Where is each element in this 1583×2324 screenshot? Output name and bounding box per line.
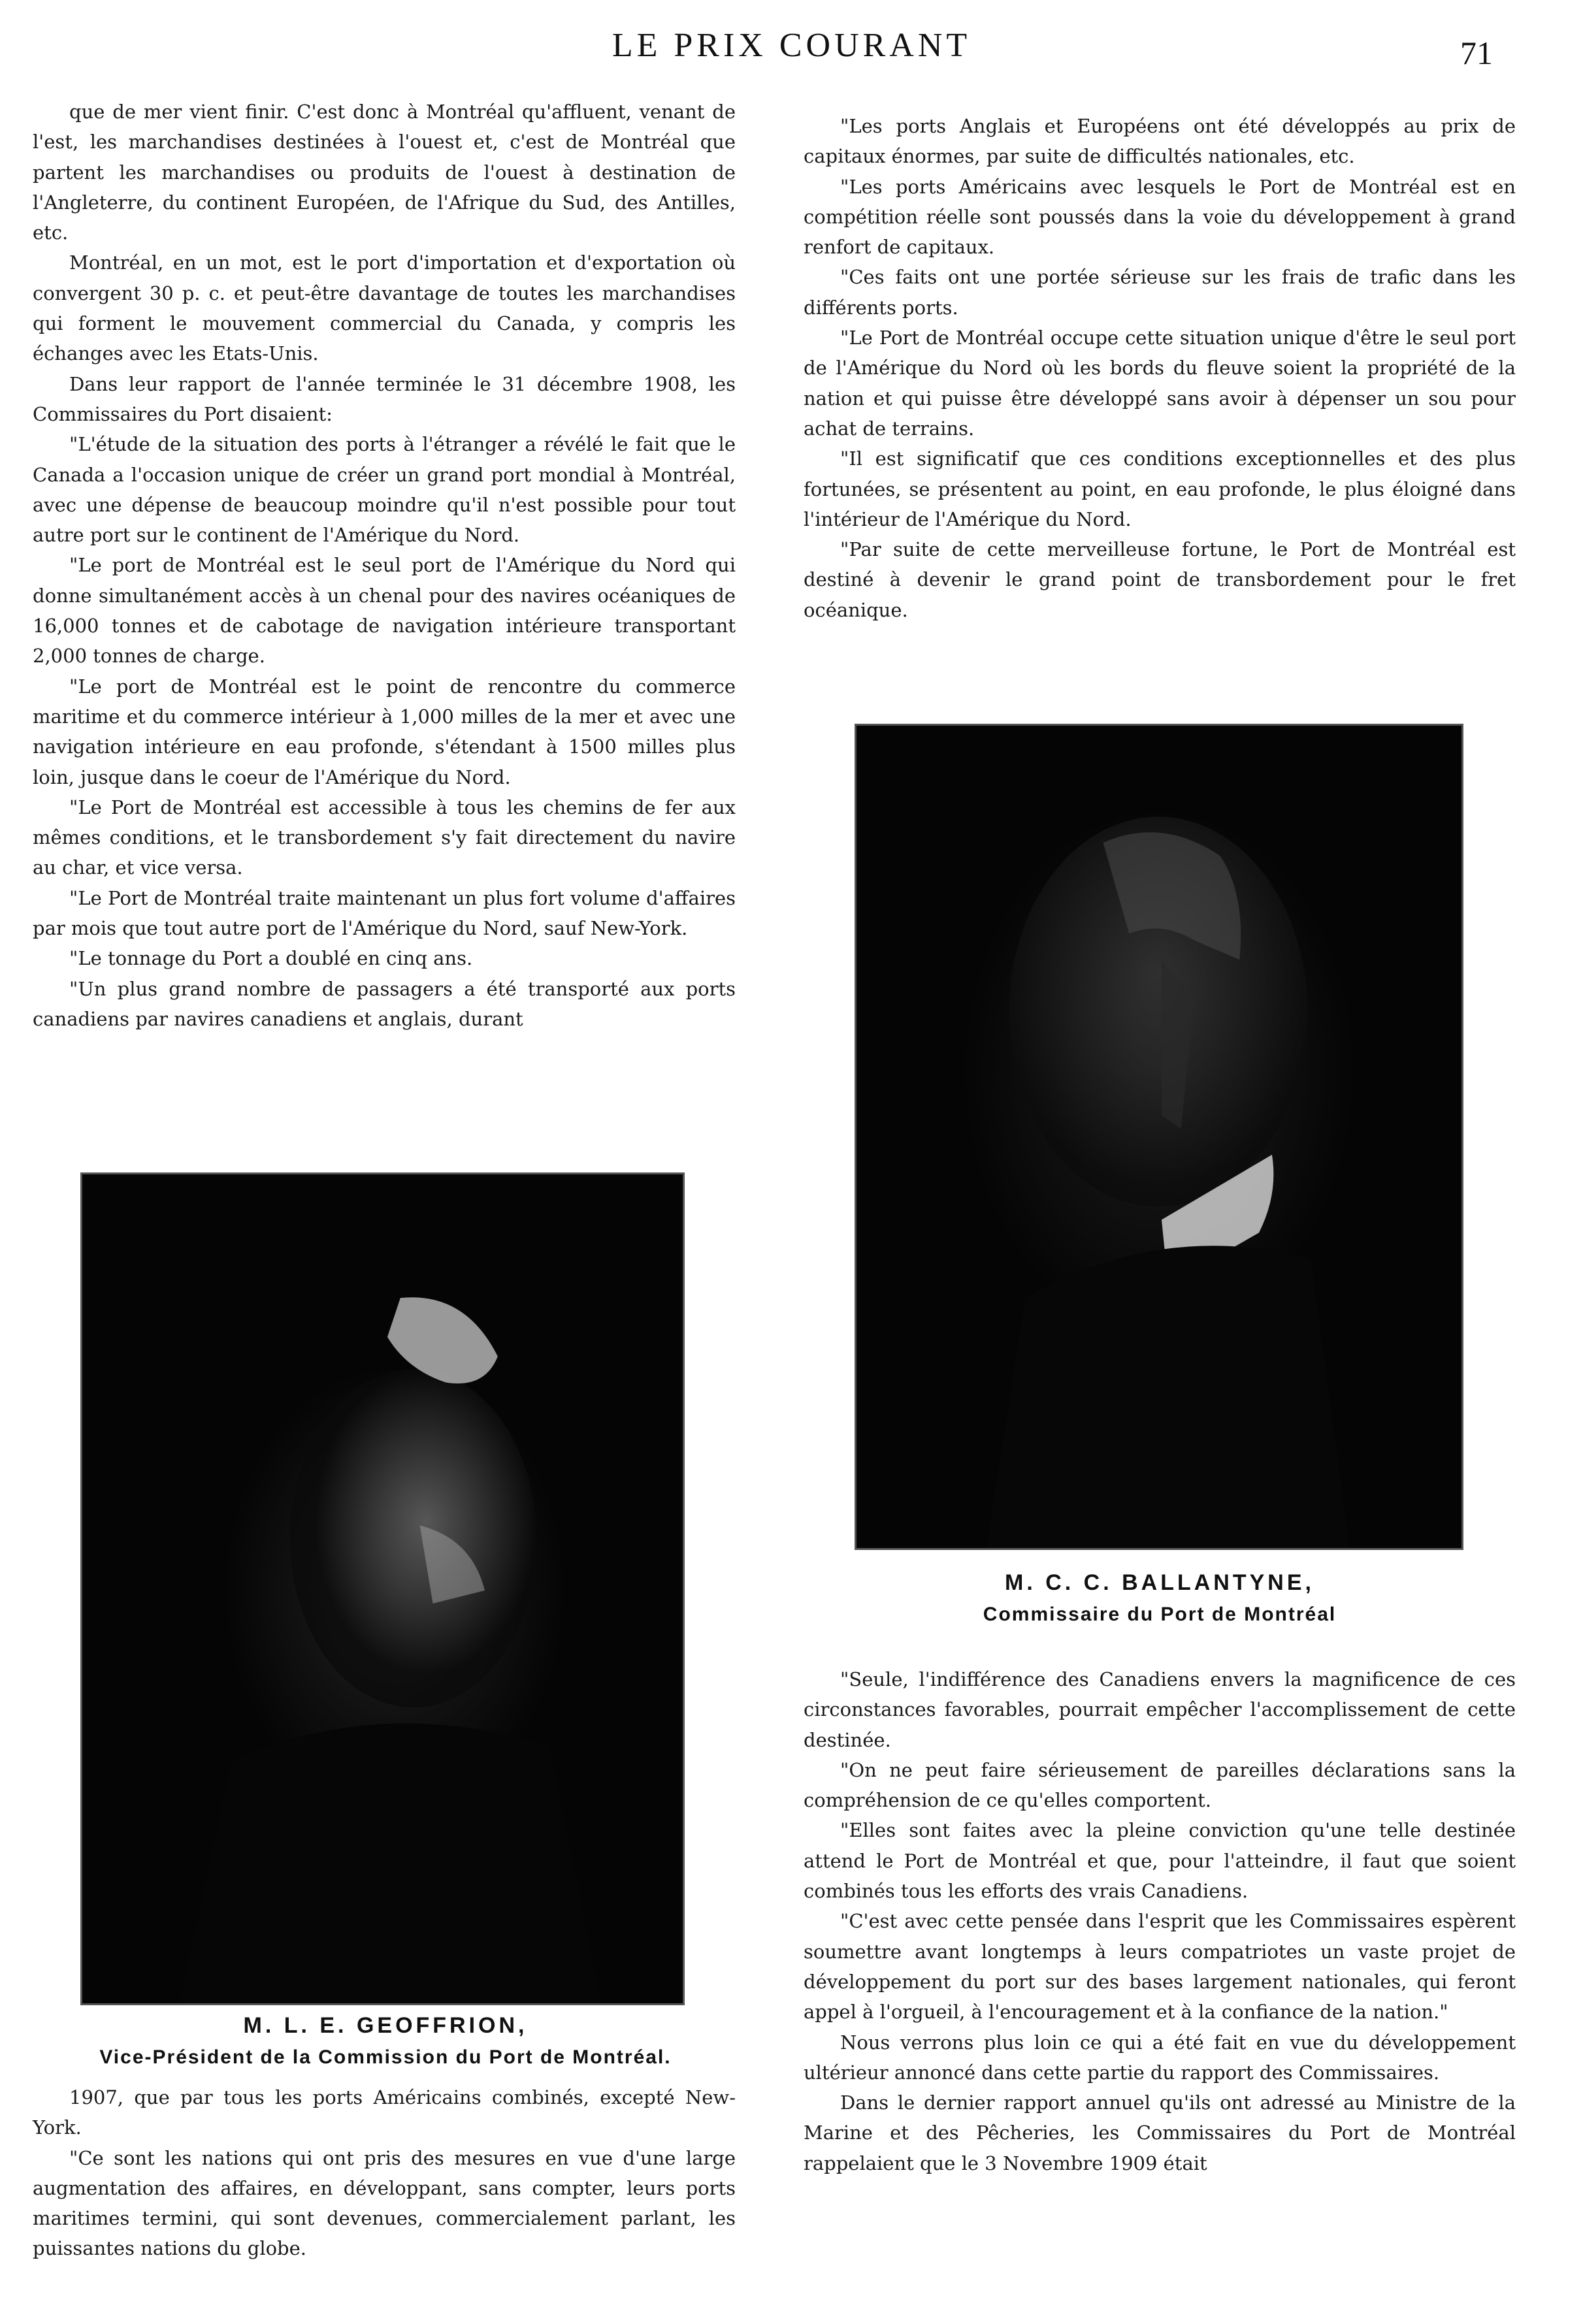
right-column-bottom — [804, 1664, 1516, 2178]
paragraph: "Le Port de Montréal occupe cette situation unique d'être le seul port de l'Amérique du Nord où les bords du fleuve soient la propriété de la nation et qui puisse être développé sans avoir à dépenser un sou pour achat de terrains. — [804, 327, 1516, 440]
paragraph: "Elles sont faites avec la pleine conviction qu'une telle destinée attend le Port de Montréal et que, pour l'atteindre, il faut que soient combinés tous les efforts des vrais Canadiens. — [804, 1819, 1516, 1903]
portrait-geoffrion-figure — [82, 1174, 683, 2003]
paragraph: "Le Port de Montréal est accessible à tous les chemins de fer aux mêmes conditions, et le transbordement s'y fait directement du navire au char, et vice versa. — [33, 796, 736, 879]
right-column-top — [804, 111, 1516, 625]
paragraph: "Le tonnage du Port a doublé en cinq ans. — [69, 947, 473, 970]
left-column-bottom — [33, 2082, 736, 2264]
paragraph: "Le port de Montréal est le seul port de l'Amérique du Nord qui donne simultanément accès à un chenal pour des navires océaniques de 16,000 tonnes et de cabotage de navigation intérieure transportant 2,000 tonnes de charge. — [33, 554, 736, 668]
paragraph: "Ces faits ont une portée sérieuse sur les frais de trafic dans les différents ports. — [804, 266, 1516, 319]
paragraph: "Le port de Montréal est le point de rencontre du commerce maritime et du commerce intérieur à 1,000 milles de la mer et avec une navigation intérieure en eau profonde, s'étendant à 1500 milles plus loin, jusque dans le coeur de l'Amérique du Nord. — [33, 675, 736, 788]
caption-geoffrion — [39, 2009, 732, 2073]
paragraph: "Un plus grand nombre de passagers a été transporté aux ports canadiens par navires canadiens et anglais, durant — [33, 977, 736, 1030]
paragraph: "On ne peut faire sérieusement de pareilles déclarations sans la compréhension de ce qu'elles comportent. — [804, 1758, 1516, 1812]
paragraph: "Il est significatif que ces conditions exceptionnelles et des plus fortunées, se présentent au point, en eau profonde, le plus éloigné dans l'intérieur de l'Amérique du Nord. — [804, 447, 1516, 530]
portrait-ballantyne — [855, 724, 1463, 1550]
paragraph: "Par suite de cette merveilleuse fortune, le Port de Montréal est destiné à devenir le grand point de transbordement pour le fret océanique. — [804, 538, 1516, 621]
paragraph: "Le Port de Montréal traite maintenant un plus fort volume d'affaires par mois que tout autre port de l'Amérique du Nord, sauf New-York. — [33, 886, 736, 940]
caption-role: Vice-Président de la Commission du Port de Montréal. — [99, 2046, 672, 2068]
page-number: 71 — [1460, 35, 1493, 71]
paragraph: "Les ports Anglais et Européens ont été développés au prix de capitaux énormes, par suite de difficultés nationales, etc. — [804, 115, 1516, 168]
caption-name: M. C. C. BALLANTYNE, — [1005, 1570, 1314, 1595]
paragraph: "Seule, l'indifférence des Canadiens envers la magnificence de ces circonstances favorables, pourrait empêcher l'accomplissement de cette destinée. — [804, 1668, 1516, 1751]
paragraph: "L'étude de la situation des ports à l'étranger a révélé le fait que le Canada a l'occasion unique de créer un grand port mondial à Montréal, avec une dépense de beaucoup moindre qu'il n'est possible pour tout autre port sur le continent de l'Amérique du Nord. — [33, 433, 736, 547]
paragraph: Dans le dernier rapport annuel qu'ils ont adressé au Ministre de la Marine et des Pêcheries, les Commissaires du Port de Montréal rappelaient que le 3 Novembre 1909 était — [804, 2091, 1516, 2174]
paragraph: Montréal, en un mot, est le port d'importation et d'exportation où convergent 30 p. c. et peut-être davantage de toutes les marchandises qui forment le mouvement commercial du Canada, y compris les échanges avec les Etats-Unis. — [33, 251, 736, 365]
paragraph: "C'est avec cette pensée dans l'esprit que les Commissaires espèrent soumettre avant longtemps à leurs compatriotes un vaste projet de développement du port sur des bases largement nationales, qui feront appel à l'orgueil, à l'encouragement et à la confiance de la nation." — [804, 1910, 1516, 2024]
portrait-ballantyne-figure — [857, 726, 1461, 1548]
paragraph: Nous verrons plus loin ce qui a été fait en vue du développement ultérieur annoncé dans cette partie du rapport des Commissaires. — [804, 2031, 1516, 2084]
portrait-geoffrion — [80, 1172, 685, 2005]
paragraph: 1907, que par tous les ports Américains combinés, excepté New-York. — [33, 2086, 736, 2139]
paragraph: "Les ports Américains avec lesquels le Port de Montréal est en compétition réelle sont poussés dans la voie du développement à grand renfort de capitaux. — [804, 175, 1516, 259]
left-column-top — [33, 97, 736, 1034]
paragraph: "Ce sont les nations qui ont pris des mesures en vue d'une large augmentation des affaires, en développant, sans compter, leurs ports maritimes termini, qui sont devenues, commercialement parlant, les puissantes nations du globe. — [33, 2146, 736, 2260]
caption-role: Commissaire du Port de Montréal — [983, 1604, 1337, 1625]
paragraph: que de mer vient finir. C'est donc à Montréal qu'affluent, venant de l'est, les marchandises destinées à l'ouest et, c'est de Montréal que partent les marchandises ou produits de l'ouest à destination de l'Angleterre, du continent Européen, de l'Afrique du Sud, des Antilles, etc. — [33, 101, 736, 244]
running-header: LE PRIX COURANT — [612, 27, 971, 64]
caption-ballantyne — [804, 1566, 1516, 1630]
caption-name: M. L. E. GEOFFRION, — [243, 2013, 528, 2038]
paragraph: Dans leur rapport de l'année terminée le 31 décembre 1908, les Commissaires du Port disaient: — [33, 372, 736, 425]
